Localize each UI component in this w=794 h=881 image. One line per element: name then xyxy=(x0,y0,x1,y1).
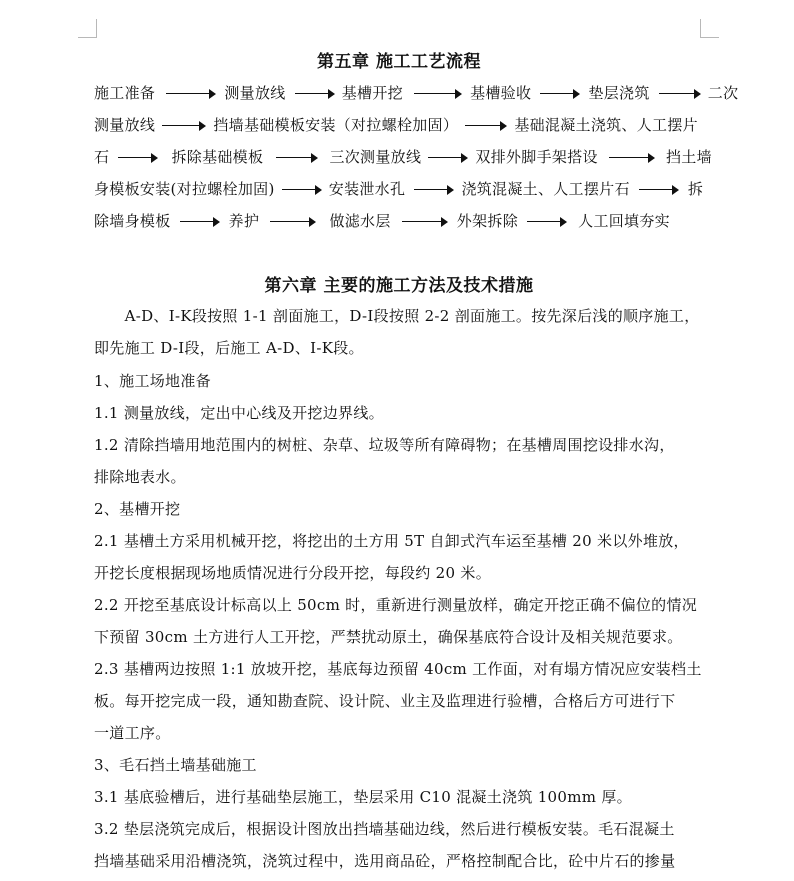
flow-step: 人工回填夯实 xyxy=(578,212,670,230)
flow-step: 施工准备 xyxy=(94,84,156,102)
arrow-icon xyxy=(276,153,318,163)
flow-line xyxy=(94,82,739,103)
chapter5-title: 第五章 施工工艺流程 xyxy=(317,52,481,72)
flow-step: 双排外脚手架搭设 xyxy=(475,148,598,166)
flow-step: 浇筑混凝土、人工摆片石 xyxy=(461,180,630,198)
section-heading: 2、基槽开挖 xyxy=(94,500,181,518)
flow-line xyxy=(94,114,704,135)
flow-line xyxy=(94,146,712,167)
arrow-icon xyxy=(659,89,701,99)
arrow-icon xyxy=(527,217,567,227)
body-line: 一道工序。 xyxy=(94,724,171,742)
arrow-icon xyxy=(118,153,158,163)
body-line: 排除地表水。 xyxy=(94,468,186,486)
flow-step: 养护 xyxy=(228,212,260,230)
flow-step: 做滤水层 xyxy=(329,212,391,230)
body-line: 下预留 30cm 土方进行人工开挖，严禁扰动原土，确保基底符合设计及相关规范要求。 xyxy=(94,628,683,646)
body-line: 挡墙基础采用沿槽浇筑，浇筑过程中，选用商品砼，严格控制配合比，砼中片石的掺量 xyxy=(94,852,676,870)
arrow-icon xyxy=(639,185,679,195)
flow-line xyxy=(94,178,704,199)
arrow-icon xyxy=(166,89,216,99)
arrow-icon xyxy=(414,89,462,99)
arrow-icon xyxy=(609,153,655,163)
arrow-icon xyxy=(402,217,448,227)
flow-step: 石 xyxy=(94,148,110,166)
flow-step: 基槽开挖 xyxy=(341,84,403,102)
flow-step: 挡墙基础模板安装（对拉螺栓加固） xyxy=(213,116,459,134)
arrow-icon xyxy=(270,217,316,227)
flow-step: 测量放线 xyxy=(224,84,286,102)
flow-step: 挡土墙 xyxy=(665,148,712,166)
body-line: 板。每开挖完成一段，通知勘查院、设计院、业主及监理进行验槽，合格后方可进行下 xyxy=(94,692,676,710)
flow-step: 拆除基础模板 xyxy=(171,148,264,166)
flow-step: 三次测量放线 xyxy=(329,148,422,166)
arrow-icon xyxy=(282,185,322,195)
arrow-icon xyxy=(180,217,220,227)
body-line: 1.2 清除挡墙用地范围内的树桩、杂草、垃圾等所有障碍物；在基槽周围挖设排水沟， xyxy=(94,436,675,454)
flow-step: 除墙身模板 xyxy=(94,212,171,230)
flow-step: 垫层浇筑 xyxy=(588,84,650,102)
flow-step: 基槽验收 xyxy=(470,84,532,102)
arrow-icon xyxy=(414,185,454,195)
flow-step: 基础混凝土浇筑、人工摆片 xyxy=(514,116,698,134)
arrow-icon xyxy=(162,121,206,131)
body-line: 2.3 基槽两边按照 1:1 放坡开挖，基底每边预留 40cm 工作面，对有塌方情况应安装档土 xyxy=(94,660,702,678)
flow-step: 测量放线 xyxy=(94,116,156,134)
flow-step: 安装泄水孔 xyxy=(328,180,406,198)
body-line: 2.2 开挖至基底设计标高以上 50cm 时，重新进行测量放样，确定开挖正确不偏位的情况 xyxy=(94,596,698,614)
body-line: 3.2 垫层浇筑完成后，根据设计图放出挡墙基础边线，然后进行模板安装。毛石混凝土 xyxy=(94,820,675,838)
arrow-icon xyxy=(295,89,335,99)
page-corner-mark-top-right xyxy=(700,19,719,38)
flow-step: 身模板安装(对拉螺栓加固) xyxy=(94,180,275,198)
arrow-icon xyxy=(540,89,580,99)
arrow-icon xyxy=(428,153,468,163)
flow-step: 外架拆除 xyxy=(456,212,518,230)
body-line: A-D、I-K段按照 1-1 剖面施工，D-I段按照 2-2 剖面施工。按先深后浅的顺序施工， xyxy=(94,307,700,325)
flow-step: 拆 xyxy=(687,180,704,198)
chapter6-title: 第六章 主要的施工方法及技术措施 xyxy=(264,276,534,296)
body-line: 即先施工 D-I段，后施工 A-D、I-K段。 xyxy=(94,339,364,357)
page-corner-mark-top-left xyxy=(78,19,97,38)
flow-line xyxy=(94,210,704,231)
section-heading: 3、毛石挡土墙基础施工 xyxy=(94,756,257,774)
arrow-icon xyxy=(465,121,507,131)
body-line: 3.1 基底验槽后，进行基础垫层施工，垫层采用 C10 混凝土浇筑 100mm 厚。 xyxy=(94,788,632,806)
body-line: 1.1 测量放线，定出中心线及开挖边界线。 xyxy=(94,404,384,422)
section-heading: 1、施工场地准备 xyxy=(94,372,211,390)
body-line: 开挖长度根据现场地质情况进行分段开挖，每段约 20 米。 xyxy=(94,564,492,582)
flow-step: 二次 xyxy=(707,84,739,102)
body-line: 2.1 基槽土方采用机械开挖，将挖出的土方用 5T 自卸式汽车运至基槽 20 米以外堆放， xyxy=(94,532,689,550)
